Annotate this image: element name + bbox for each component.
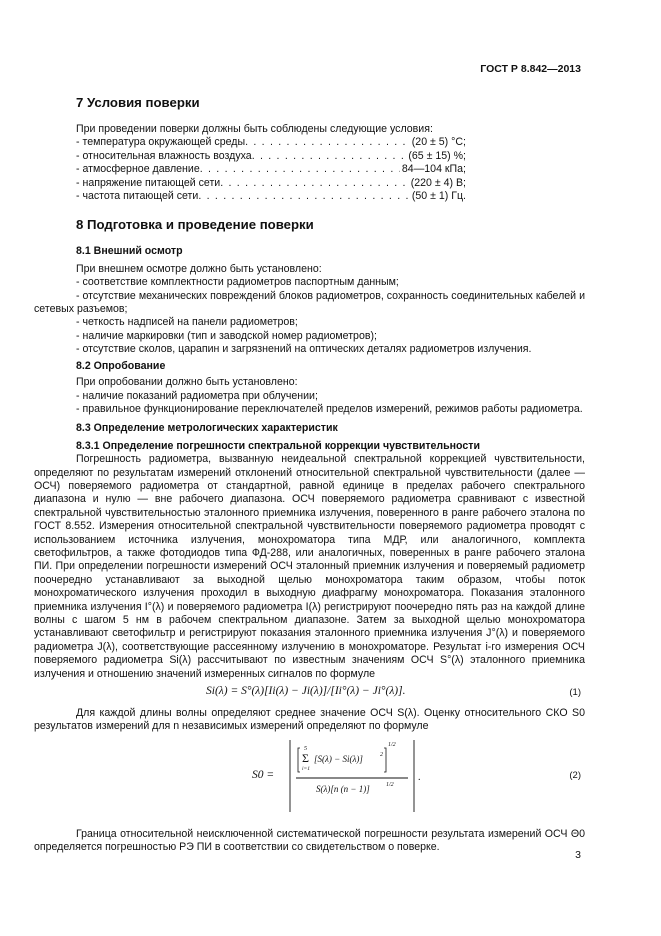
section-7-intro: При проведении поверки должны быть соблюдены следующие условия:	[76, 123, 433, 135]
list-item: - наличие показаний радиометра при облучении;	[76, 389, 318, 402]
formula-2-fraction	[286, 738, 436, 814]
formula-1	[76, 681, 585, 703]
paragraph-sko: Для каждой длины волны определяют среднее значение ОСЧ S(λ). Оценку относительного СКО S0 результатов измерений для n независимых измерений определяют по формуле	[34, 707, 585, 733]
document-header: ГОСТ Р 8.842—2013	[480, 63, 581, 75]
formula-1-expression: Si(λ) = S°(λ)[Ii(λ) − Ji(λ)]/[Ii°(λ) − Ji°(λ)].	[206, 685, 406, 698]
condition-item: - относительная влажность воздуха . . . (65 ± 15) %;	[76, 150, 466, 163]
list-item: - четкость надписей на панели радиометров;	[76, 316, 298, 329]
section-8-1-intro: При внешнем осмотре должно быть установлено:	[76, 262, 322, 275]
list-item: - отсутствие механических повреждений блоков радиометров, сохранность соединительных кабелей и сетевых разъемов;	[34, 289, 585, 316]
section-8-2-intro: При опробовании должно быть установлено:	[76, 376, 298, 389]
condition-item: - атмосферное давление . . . 84—104 кПа;	[76, 163, 466, 176]
section-7-title: 7 Условия поверки	[76, 95, 200, 110]
svg-text:1/2: 1/2	[386, 781, 394, 788]
svg-text:i=1: i=1	[302, 765, 310, 772]
section-8-3-1-title: 8.3.1 Определение погрешности спектральной коррекции чувствительности	[76, 439, 480, 452]
svg-text:[S(λ) − Si(λ)]: [S(λ) − Si(λ)]	[314, 753, 363, 764]
condition-item: - температура окружающей среды . . . (20 ± 5) °С;	[76, 136, 466, 149]
list-item: - соответствие комплектности радиометров паспортным данным;	[76, 276, 399, 289]
formula-2-lhs: S0 =	[252, 768, 275, 781]
svg-text:5: 5	[304, 745, 307, 752]
section-8-3-title: 8.3 Определение метрологических характеристик	[76, 422, 338, 435]
list-item: - наличие маркировки (тип и заводской номер радиометров);	[76, 329, 377, 342]
svg-text:.: .	[418, 771, 421, 783]
section-8-1-title: 8.1 Внешний осмотр	[76, 245, 183, 258]
list-item: - правильное функционирование переключателей пределов измерений, режимов работы радиометра.	[76, 402, 583, 415]
condition-item: - напряжение питающей сети . . . (220 ± 4) В;	[76, 177, 466, 190]
svg-text:2: 2	[380, 751, 383, 758]
conditions-list	[76, 136, 585, 203]
formula-1-number: (1)	[569, 687, 581, 699]
svg-text:1/2: 1/2	[388, 741, 396, 748]
list-item: - отсутствие сколов, царапин и загрязнений на оптических деталях радиометров излучения.	[76, 343, 532, 356]
svg-text:Σ: Σ	[302, 750, 309, 765]
page-number: 3	[575, 849, 581, 861]
paragraph-systematic: Граница относительной неисключенной систематической погрешности результата измерений ОСЧ Θ0 определяется погрешностью РЭ ПИ в соответствии со свидетельством о поверке.	[34, 827, 585, 854]
formula-2	[76, 738, 585, 814]
paragraph-method: Погрешность радиометра, вызванную неидеальной спектральной коррекцией чувствительности, определяют по результатам измерений отклонений относительной спектральной чувствительности (далее — ОСЧ) поверяемого радиометра от стандартной, равной единице в пределах рабочего спектрального диапазона и нулю — вне рабочего диапазона. ОСЧ поверяемого радиометра сравнивают с известной спектральной чувствительностью эталонного приемника излучения, поверенного в ранге рабочего эталона по ГОСТ 8.552. Измерения относительной спектральной чувствительности поверяемого радиометра проводят с использованием источника излучения, монохроматора типа МДР, или аналогичного, комплекта светофильтров, а также фотодиодов типа ФД-288, или аналогичных, поверенных в ранге рабочего эталона ПИ. При определении погрешности измерений ОСЧ эталонный приемник излучения и поверяемый радиометр поочередно устанавливают за выходной щелью монохроматора таким образом, чтобы поток монохроматического излучения проходил в выходную диафрагму монохроматора. Показания эталонного приемника излучения I°(λ) и поверяемого радиометра I(λ) регистрируют поочередно пять раз на каждой длине волны с шагом 5 нм в рабочем спектральном диапазоне. Затем за выходной щелью монохроматора устанавливают светофильтр и регистрируют показания эталонного приемника излучения J°(λ) и поверяемого радиометра J(λ), соответствующие рассеянному излучению в монохроматоре. Результат i-го измерения ОСЧ поверяемого радиометра Si(λ) рассчитывают по известным значениям ОСЧ S°(λ) эталонного приемника излучения и отношению значений измеренных сигналов по формуле	[34, 453, 585, 680]
svg-text:S(λ)[n (n − 1)]: S(λ)[n (n − 1)]	[316, 783, 370, 794]
formula-2-number: (2)	[569, 769, 581, 781]
section-8-title: 8 Подготовка и проведение поверки	[76, 217, 314, 233]
section-8-2-title: 8.2 Опробование	[76, 359, 166, 372]
condition-item: - частота питающей сети . . . (50 ± 1) Гц.	[76, 190, 466, 203]
